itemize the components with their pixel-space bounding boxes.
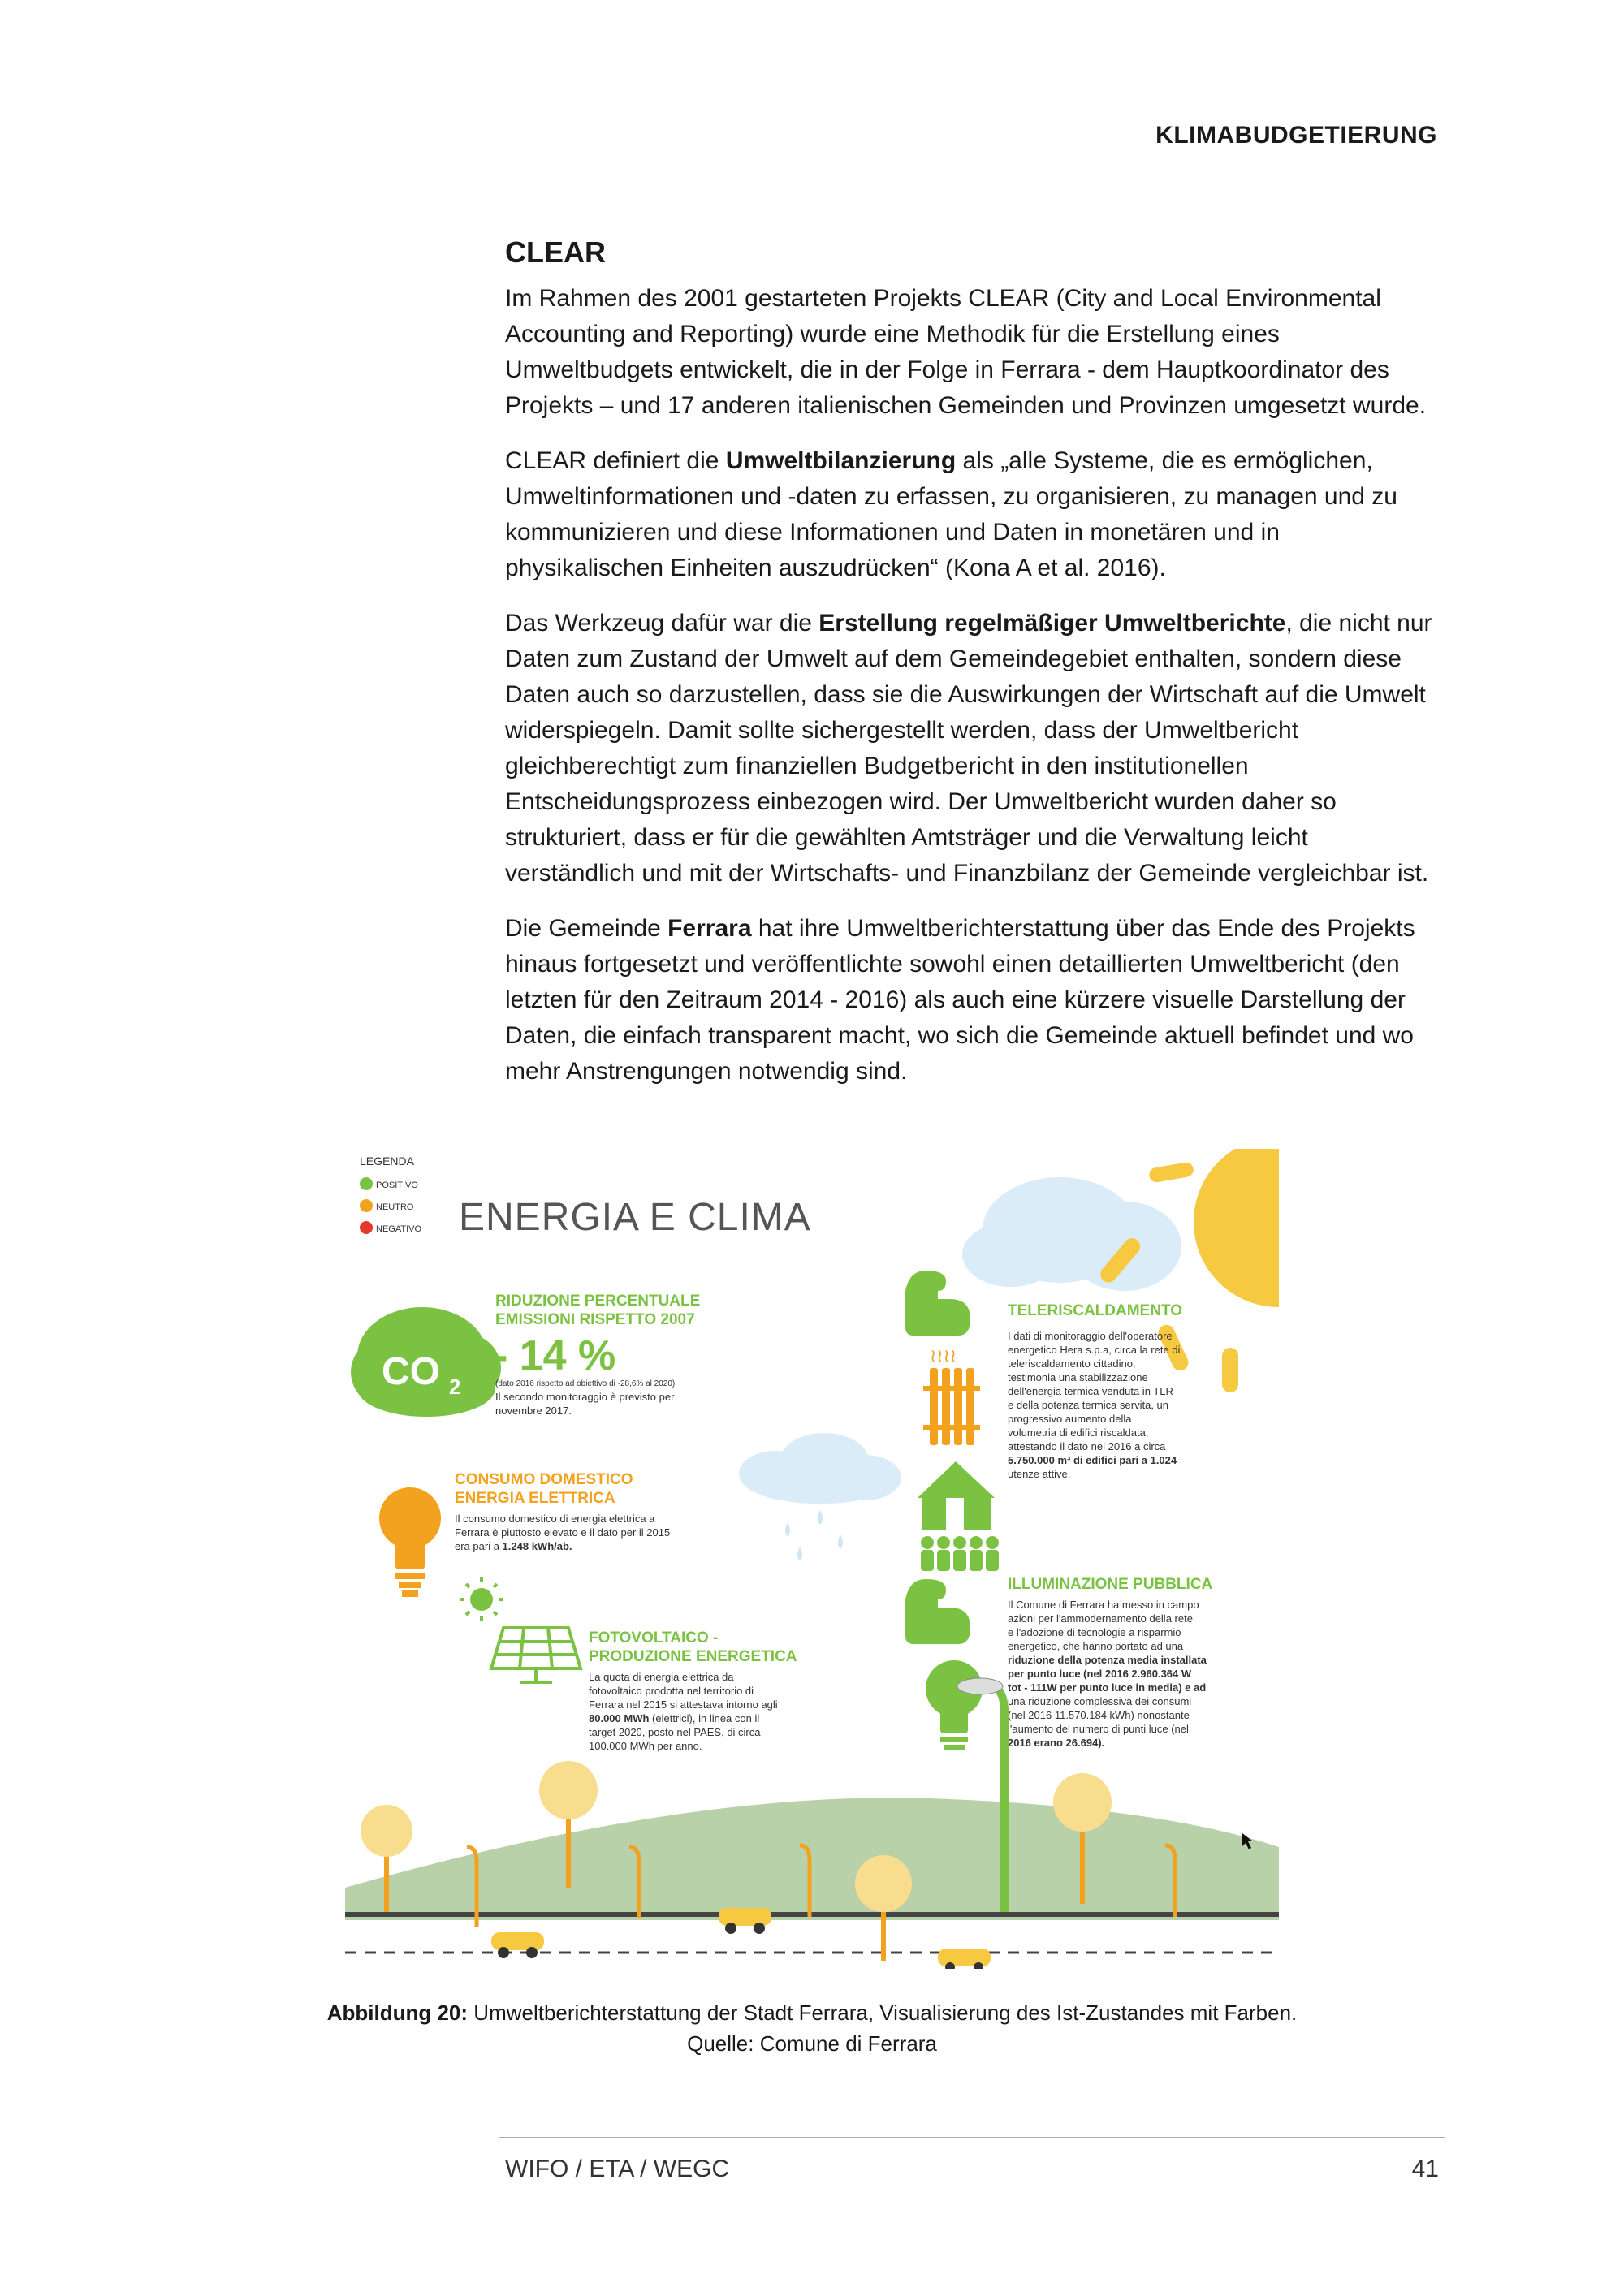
footer-institutions: WIFO / ETA / WEGC bbox=[505, 2156, 730, 2182]
radiator-heat-icon bbox=[923, 1345, 980, 1445]
tele-line-2: energetico Hera s.p.a, circa la rete di bbox=[1008, 1344, 1181, 1356]
caption-source: Quelle: Comune di Ferrara bbox=[687, 2031, 937, 2056]
fotovoltaico-line-5: target 2020, posto nel PAES, di circa bbox=[589, 1726, 761, 1738]
illum-line-6: per punto luce (nel 2016 2.960.364 W bbox=[1008, 1668, 1192, 1680]
illum-line-3: e l'adozione di tecnologie a risparmio bbox=[1008, 1626, 1181, 1638]
legend-title: LEGENDA bbox=[360, 1154, 414, 1167]
paragraph-3-bold: Erstellung regelmäßiger Umweltberichte bbox=[818, 610, 1286, 637]
tele-last-line: utenze attive. bbox=[1008, 1468, 1071, 1480]
figure-caption bbox=[244, 1997, 1380, 2059]
co2-value: - 14 % bbox=[494, 1332, 616, 1379]
infographic-title: ENERGIA E CLIMA bbox=[459, 1196, 811, 1239]
svg-text:≀≀≀≀: ≀≀≀≀ bbox=[930, 1345, 957, 1366]
rain-cloud-icon bbox=[739, 1433, 901, 1561]
caption-label: Abbildung 20: bbox=[326, 2000, 469, 2025]
tele-bold-line: 5.750.000 m³ di edifici pari a 1.024 bbox=[1008, 1454, 1177, 1466]
legend bbox=[360, 1154, 421, 1234]
fotovoltaico-bold-value: 80.000 MWh bbox=[589, 1712, 650, 1724]
co2-icon-text: CO bbox=[382, 1350, 440, 1393]
tele-line-6: e della potenza termica servita, un bbox=[1008, 1399, 1168, 1411]
illum-line-8: una riduzione complessiva dei consumi bbox=[1008, 1695, 1192, 1707]
fotovoltaico-line-4 bbox=[589, 1712, 759, 1724]
paragraph-4-bold: Ferrara bbox=[667, 915, 752, 942]
paragraph-3-text-a: Das Werkzeug dafür war die bbox=[505, 610, 819, 637]
consumo-text-3a: era pari a bbox=[455, 1540, 503, 1552]
co2-heading-1: RIDUZIONE PERCENTUALE bbox=[495, 1293, 701, 1310]
small-sun-icon bbox=[460, 1577, 503, 1621]
illum-line-5: riduzione della potenza media installata bbox=[1008, 1654, 1207, 1666]
tele-line-4: testimonia una stabilizzazione bbox=[1008, 1371, 1148, 1383]
teleriscaldamento-heading: TELERISCALDAMENTO bbox=[1008, 1302, 1182, 1319]
paragraph-4-text-c: hat ihre Umweltberichterstattung über das Ende des Projekts hinaus fortgesetzt und veröffentlichte sowohl einen detaillierten Umweltbericht (den letzten für den Zeitraum 2014 - 2016) als auch eine kürzere visuelle Darstellung der Daten, die einfach transparent macht, wo sich die Gemeinde aktuell befindet und wo mehr Anstrengungen notwendig sind. bbox=[505, 915, 1415, 1085]
landscape bbox=[345, 1798, 1279, 1953]
legend-neutral-dot bbox=[360, 1199, 373, 1212]
people-group-icon bbox=[921, 1536, 999, 1571]
solar-panel-icon bbox=[491, 1628, 581, 1682]
legend-negative-label: NEGATIVO bbox=[376, 1224, 422, 1234]
legend-negative-dot bbox=[360, 1221, 373, 1234]
illuminazione-heading: ILLUMINAZIONE PUBBLICA bbox=[1008, 1576, 1213, 1593]
paragraph-3-text-c: , die nicht nur Daten zum Zustand der Umwelt auf dem Gemeindegebiet enthalten, sondern diese Daten auch so darzustellen, dass sie die Auswirkungen der Wirtschaft auf die Umwelt widerspiegeln. Damit sollte sichergestellt werden, dass der Umweltbericht gleichberechtigt zum finanziellen Budgetbericht in den institutionellen Entscheidungsprozess einbezogen wird. Der Umweltbericht wurden daher so strukturiert, dass er für die gewählten Amtsträger und die Verwaltung leicht verständlich und mit der Wirtschafts- und Finanzbilanz der Gemeinde vergleichbar ist. bbox=[505, 610, 1432, 887]
running-header: KLIMABUDGETIERUNG bbox=[1155, 122, 1437, 149]
page-number: 41 bbox=[1411, 2156, 1439, 2182]
paragraph-4-text-a: Die Gemeinde bbox=[505, 915, 668, 942]
paragraph-2 bbox=[505, 443, 1439, 586]
illum-line-1: Il Comune di Ferrara ha messo in campo bbox=[1008, 1599, 1199, 1611]
section-title: CLEAR bbox=[505, 235, 606, 269]
paragraph-2-bold: Umweltbilanzierung bbox=[725, 447, 957, 474]
tele-line-5: dell'energia termica venduta in TLR bbox=[1008, 1385, 1173, 1397]
paragraph-4 bbox=[505, 911, 1439, 1090]
illum-line-2: azioni per l'ammodernamento della rete bbox=[1008, 1612, 1193, 1625]
tele-line-7: progressivo aumento della bbox=[1008, 1413, 1132, 1425]
consumo-text-1: Il consumo domestico di energia elettrica a bbox=[455, 1513, 655, 1525]
legend-positive-dot bbox=[360, 1177, 373, 1190]
consumo-text-3 bbox=[455, 1540, 572, 1552]
fotovoltaico-line-4-rest: (elettrici), in linea con il bbox=[649, 1712, 760, 1724]
tele-line-9: attestando il dato nel 2016 a circa bbox=[1008, 1440, 1166, 1452]
co2-text-1: Il secondo monitoraggio è previsto per bbox=[495, 1391, 675, 1403]
co2-note: (dato 2016 rispetto ad obiettivo di -28,6% al 2020) bbox=[495, 1379, 676, 1388]
paragraph-2-text-c: als „alle Systeme, die es ermöglichen, Umweltinformationen und -daten zu erfassen, zu organisieren, zu managen und zu kommunizieren und diese Informationen und Daten in monetären und in physikalischen Einheiten auszudrücken“ (Kona A et al. 2016). bbox=[505, 447, 1397, 581]
co2-cloud-icon bbox=[351, 1307, 501, 1417]
illum-line-10: l'aumento del numero di punti luce (nel bbox=[1008, 1723, 1189, 1735]
illum-line-7: tot - 111W per punto luce in media) e ad bbox=[1008, 1681, 1207, 1694]
fotovoltaico-heading-1: FOTOVOLTAICO - bbox=[589, 1629, 719, 1646]
consumo-text-3b: 1.248 kWh/ab. bbox=[502, 1540, 572, 1552]
house-icon bbox=[918, 1461, 995, 1530]
illum-line-11: 2016 erano 26.694). bbox=[1008, 1737, 1105, 1749]
infographic-energia-e-clima bbox=[345, 1149, 1279, 1969]
footer-divider bbox=[499, 2137, 1445, 2138]
lightbulb-green-icon bbox=[926, 1660, 983, 1750]
tele-line-8: volumetria di edifici riscaldata, bbox=[1008, 1426, 1149, 1439]
fotovoltaico-heading-2: PRODUZIONE ENERGETICA bbox=[589, 1648, 797, 1665]
fotovoltaico-line-3: Ferrara nel 2015 si attestava intorno agli bbox=[589, 1698, 778, 1711]
consumo-heading-1: CONSUMO DOMESTICO bbox=[455, 1471, 633, 1488]
paragraph-2-text-a: CLEAR definiert die bbox=[505, 447, 726, 474]
strong-arm-icon bbox=[905, 1271, 970, 1336]
main-text-column bbox=[505, 235, 1439, 1109]
consumo-heading-2: ENERGIA ELETTRICA bbox=[455, 1490, 615, 1507]
co2-heading-2: EMISSIONI RISPETTO 2007 bbox=[495, 1311, 695, 1328]
consumo-text-2: Ferrara è piuttosto elevato e il dato per il 2015 bbox=[455, 1526, 671, 1539]
tele-line-1: I dati di monitoraggio dell'operatore bbox=[1008, 1330, 1173, 1342]
legend-positive-label: POSITIVO bbox=[376, 1180, 418, 1190]
illum-line-9: (nel 2016 11.570.184 kWh) nonostante bbox=[1008, 1709, 1190, 1721]
paragraph-1: Im Rahmen des 2001 gestarteten Projekts CLEAR (City and Local Environmental Accounting and Reporting) wurde eine Methodik für die Erstellung eines Umweltbudgets entwickelt, die in der Folge in Ferrara - dem Hauptkoordinator des Projekts – und 17 anderen italienischen Gemeinden und Provinzen umgesetzt wurde. bbox=[505, 285, 1427, 419]
fotovoltaico-line-6: 100.000 MWh per anno. bbox=[589, 1740, 702, 1752]
strong-arm-icon-2 bbox=[905, 1579, 970, 1644]
fotovoltaico-line-2: fotovoltaico prodotta nel territorio di bbox=[589, 1685, 754, 1697]
legend-neutral-label: NEUTRO bbox=[376, 1202, 414, 1212]
co2-text-2: novembre 2017. bbox=[495, 1405, 572, 1417]
illum-line-4: energetico, che hanno portato ad una bbox=[1008, 1640, 1184, 1652]
lightbulb-orange-icon bbox=[379, 1487, 441, 1597]
co2-icon-subscript: 2 bbox=[449, 1375, 461, 1399]
caption-text: Umweltberichterstattung der Stadt Ferrara, Visualisierung des Ist-Zustandes mit Farben. bbox=[468, 2000, 1298, 2025]
fotovoltaico-line-1: La quota di energia elettrica da bbox=[589, 1671, 734, 1683]
paragraph-3 bbox=[505, 606, 1439, 891]
cloud-icon bbox=[962, 1177, 1181, 1291]
caption-line-1 bbox=[244, 1997, 1380, 2028]
tele-line-3: teleriscaldamento cittadino, bbox=[1008, 1357, 1136, 1370]
